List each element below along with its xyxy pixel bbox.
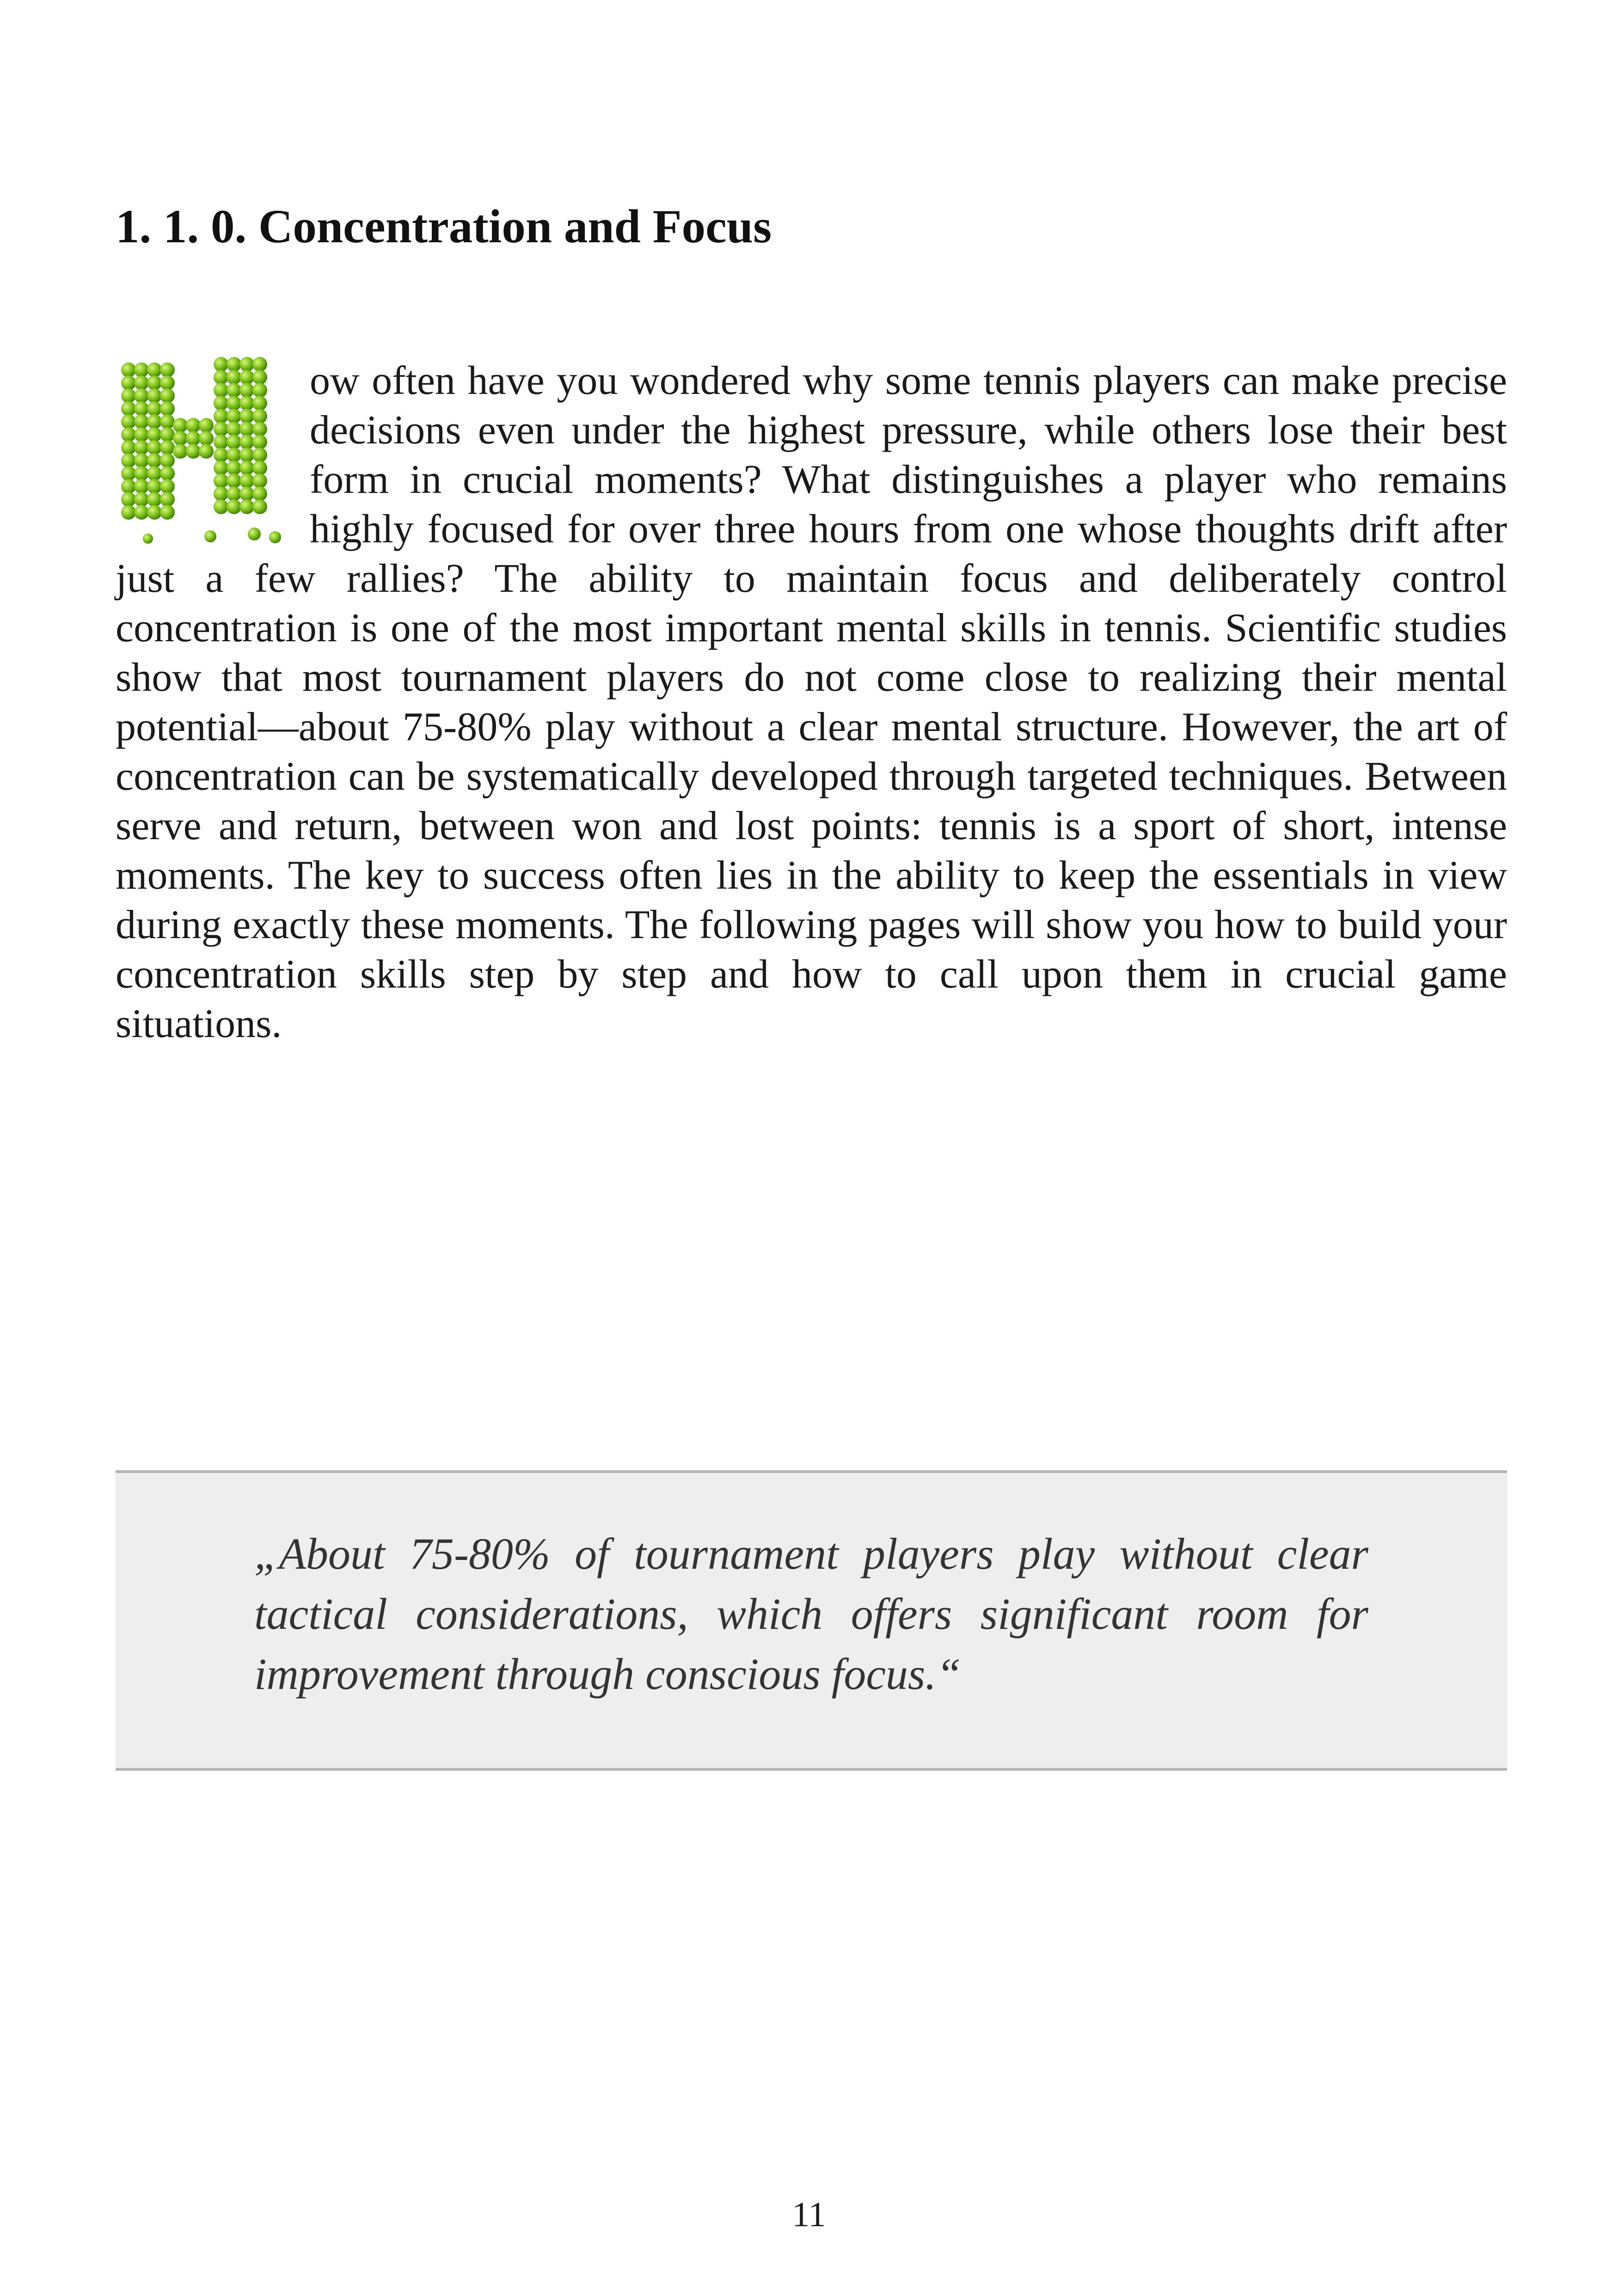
tennis-ball-dot xyxy=(134,401,149,416)
tennis-ball-dot xyxy=(227,422,241,436)
tennis-ball-dot xyxy=(239,422,254,436)
tennis-ball-dot xyxy=(227,473,241,488)
tennis-ball-dot xyxy=(147,427,162,442)
tennis-ball-dot xyxy=(147,479,162,494)
tennis-ball-dot xyxy=(143,534,153,544)
tennis-ball-dot xyxy=(227,435,241,449)
tennis-ball-dot xyxy=(147,440,162,455)
tennis-ball-dot xyxy=(121,427,136,442)
tennis-ball-dot xyxy=(239,409,254,424)
tennis-ball-dot xyxy=(160,401,175,416)
tennis-ball-dot xyxy=(173,431,188,446)
quote-callout-box xyxy=(116,1470,1507,1771)
tennis-ball-dot xyxy=(199,418,214,433)
tennis-ball-dot xyxy=(121,479,136,494)
tennis-ball-dot xyxy=(214,448,228,462)
tennis-ball-dot xyxy=(239,448,254,462)
tennis-ball-dot xyxy=(160,414,175,429)
tennis-ball-dot xyxy=(252,396,267,411)
tennis-ball-dot xyxy=(134,427,149,442)
tennis-ball-dot xyxy=(239,383,254,398)
tennis-ball-dot xyxy=(214,460,228,475)
tennis-ball-dot xyxy=(214,383,228,398)
tennis-ball-dot xyxy=(160,453,175,468)
tennis-ball-dot xyxy=(121,492,136,507)
tennis-ball-dot xyxy=(134,453,149,468)
tennis-ball-dot xyxy=(227,357,241,372)
tennis-ball-dot xyxy=(214,422,228,436)
tennis-ball-dot xyxy=(160,492,175,507)
tennis-ball-dot xyxy=(160,440,175,455)
tennis-ball-dot xyxy=(160,505,175,520)
tennis-ball-dot xyxy=(214,486,228,501)
tennis-ball-dot xyxy=(147,401,162,416)
tennis-ball-dot xyxy=(239,357,254,372)
tennis-ball-dot xyxy=(160,466,175,481)
tennis-ball-dot xyxy=(134,479,149,494)
intro-paragraph xyxy=(116,356,1507,1049)
tennis-ball-dot xyxy=(239,499,254,514)
tennis-ball-dot xyxy=(239,435,254,449)
tennis-ball-dot xyxy=(134,505,149,520)
tennis-ball-dot xyxy=(214,396,228,411)
tennis-ball-dot xyxy=(199,444,214,459)
tennis-ball-dot xyxy=(134,466,149,481)
tennis-ball-dot xyxy=(147,388,162,403)
tennis-ball-dot xyxy=(248,528,261,540)
intro-paragraph-text: ow often have you wondered why some tennis players can make precise decisions even under the highest pressure, while others lose their best form in crucial moments? What distinguishes a player who remains highly focused for over three hours from one whose thoughts drift after just a few rallies? The ability to maintain focus and deliberately control concentration is one of the most important mental skills in tennis. Scientific studies show that most tournament players do not come close to realizing their mental potential—about 75-80% play without a clear mental structure. However, the art of concentration can be systematically developed through targeted techniques. Between serve and return, between won and lost points: tennis is a sport of short, intense moments. The key to success often lies in the ability to keep the essentials in view during exactly these moments. The following pages will show you how to build your concentration skills step by step and how to call upon them in crucial game situations. xyxy=(116,358,1507,1046)
tennis-ball-dot xyxy=(239,370,254,385)
tennis-ball-dot xyxy=(147,466,162,481)
tennis-ball-dot xyxy=(204,530,216,542)
tennis-ball-dot xyxy=(252,383,267,398)
tennis-ball-dot xyxy=(239,396,254,411)
tennis-ball-dot xyxy=(269,531,281,543)
tennis-ball-dot xyxy=(134,388,149,403)
tennis-ball-dot xyxy=(147,505,162,520)
tennis-ball-dot xyxy=(239,486,254,501)
tennis-ball-dot xyxy=(214,357,228,372)
tennis-ball-dot xyxy=(147,414,162,429)
tennis-ball-dot xyxy=(147,492,162,507)
tennis-ball-dot xyxy=(227,409,241,424)
tennis-ball-dot xyxy=(160,427,175,442)
tennis-ball-dot xyxy=(147,375,162,390)
tennis-ball-dot xyxy=(214,473,228,488)
tennis-ball-dot xyxy=(134,492,149,507)
drop-cap-h-tennis-balls xyxy=(116,356,294,548)
tennis-ball-dot xyxy=(160,362,175,377)
tennis-ball-dot xyxy=(214,499,228,514)
tennis-ball-dot xyxy=(214,409,228,424)
tennis-ball-dot xyxy=(121,505,136,520)
tennis-ball-dot xyxy=(227,396,241,411)
tennis-ball-dot xyxy=(252,486,267,501)
tennis-ball-dot xyxy=(252,499,267,514)
tennis-ball-dot xyxy=(227,460,241,475)
tennis-ball-dot xyxy=(160,479,175,494)
page-number: 11 xyxy=(792,2195,826,2234)
tennis-ball-dot xyxy=(227,448,241,462)
tennis-ball-dot xyxy=(134,440,149,455)
tennis-ball-dot xyxy=(160,375,175,390)
tennis-ball-dot xyxy=(239,473,254,488)
tennis-ball-dot xyxy=(147,362,162,377)
tennis-ball-dot xyxy=(214,435,228,449)
tennis-ball-dot xyxy=(227,486,241,501)
tennis-ball-letter-icon xyxy=(116,356,294,548)
tennis-ball-dot xyxy=(252,435,267,449)
tennis-ball-dot xyxy=(121,453,136,468)
tennis-ball-dot xyxy=(252,473,267,488)
tennis-ball-dot xyxy=(121,388,136,403)
tennis-ball-dot xyxy=(121,466,136,481)
tennis-ball-dot xyxy=(147,453,162,468)
tennis-ball-dot xyxy=(239,460,254,475)
tennis-ball-dot xyxy=(173,444,188,459)
tennis-ball-dot xyxy=(214,370,228,385)
section-heading: 1. 1. 0. Concentration and Focus xyxy=(116,200,772,253)
tennis-ball-dot xyxy=(252,357,267,372)
tennis-ball-dot xyxy=(227,383,241,398)
tennis-ball-dot xyxy=(134,362,149,377)
tennis-ball-dot xyxy=(160,388,175,403)
tennis-ball-dot xyxy=(199,431,214,446)
tennis-ball-dot xyxy=(134,375,149,390)
tennis-ball-dot xyxy=(227,370,241,385)
tennis-ball-dot xyxy=(186,418,201,433)
tennis-ball-dot xyxy=(252,448,267,462)
tennis-ball-dot xyxy=(121,375,136,390)
tennis-ball-dot xyxy=(134,414,149,429)
tennis-ball-dot xyxy=(252,409,267,424)
tennis-ball-dot xyxy=(252,422,267,436)
tennis-ball-dot xyxy=(252,370,267,385)
tennis-ball-dot xyxy=(186,444,201,459)
callout-quote: „About 75-80% of tournament players play without clear tactical considerations, which offers significant room for improvement through conscious focus.“ xyxy=(254,1529,1368,1699)
tennis-ball-dot xyxy=(227,499,241,514)
tennis-ball-dot xyxy=(121,401,136,416)
tennis-ball-dot xyxy=(121,362,136,377)
tennis-ball-dot xyxy=(186,431,201,446)
tennis-ball-dot xyxy=(121,414,136,429)
tennis-ball-dot xyxy=(252,460,267,475)
tennis-ball-dot xyxy=(173,418,188,433)
tennis-ball-dot xyxy=(121,440,136,455)
